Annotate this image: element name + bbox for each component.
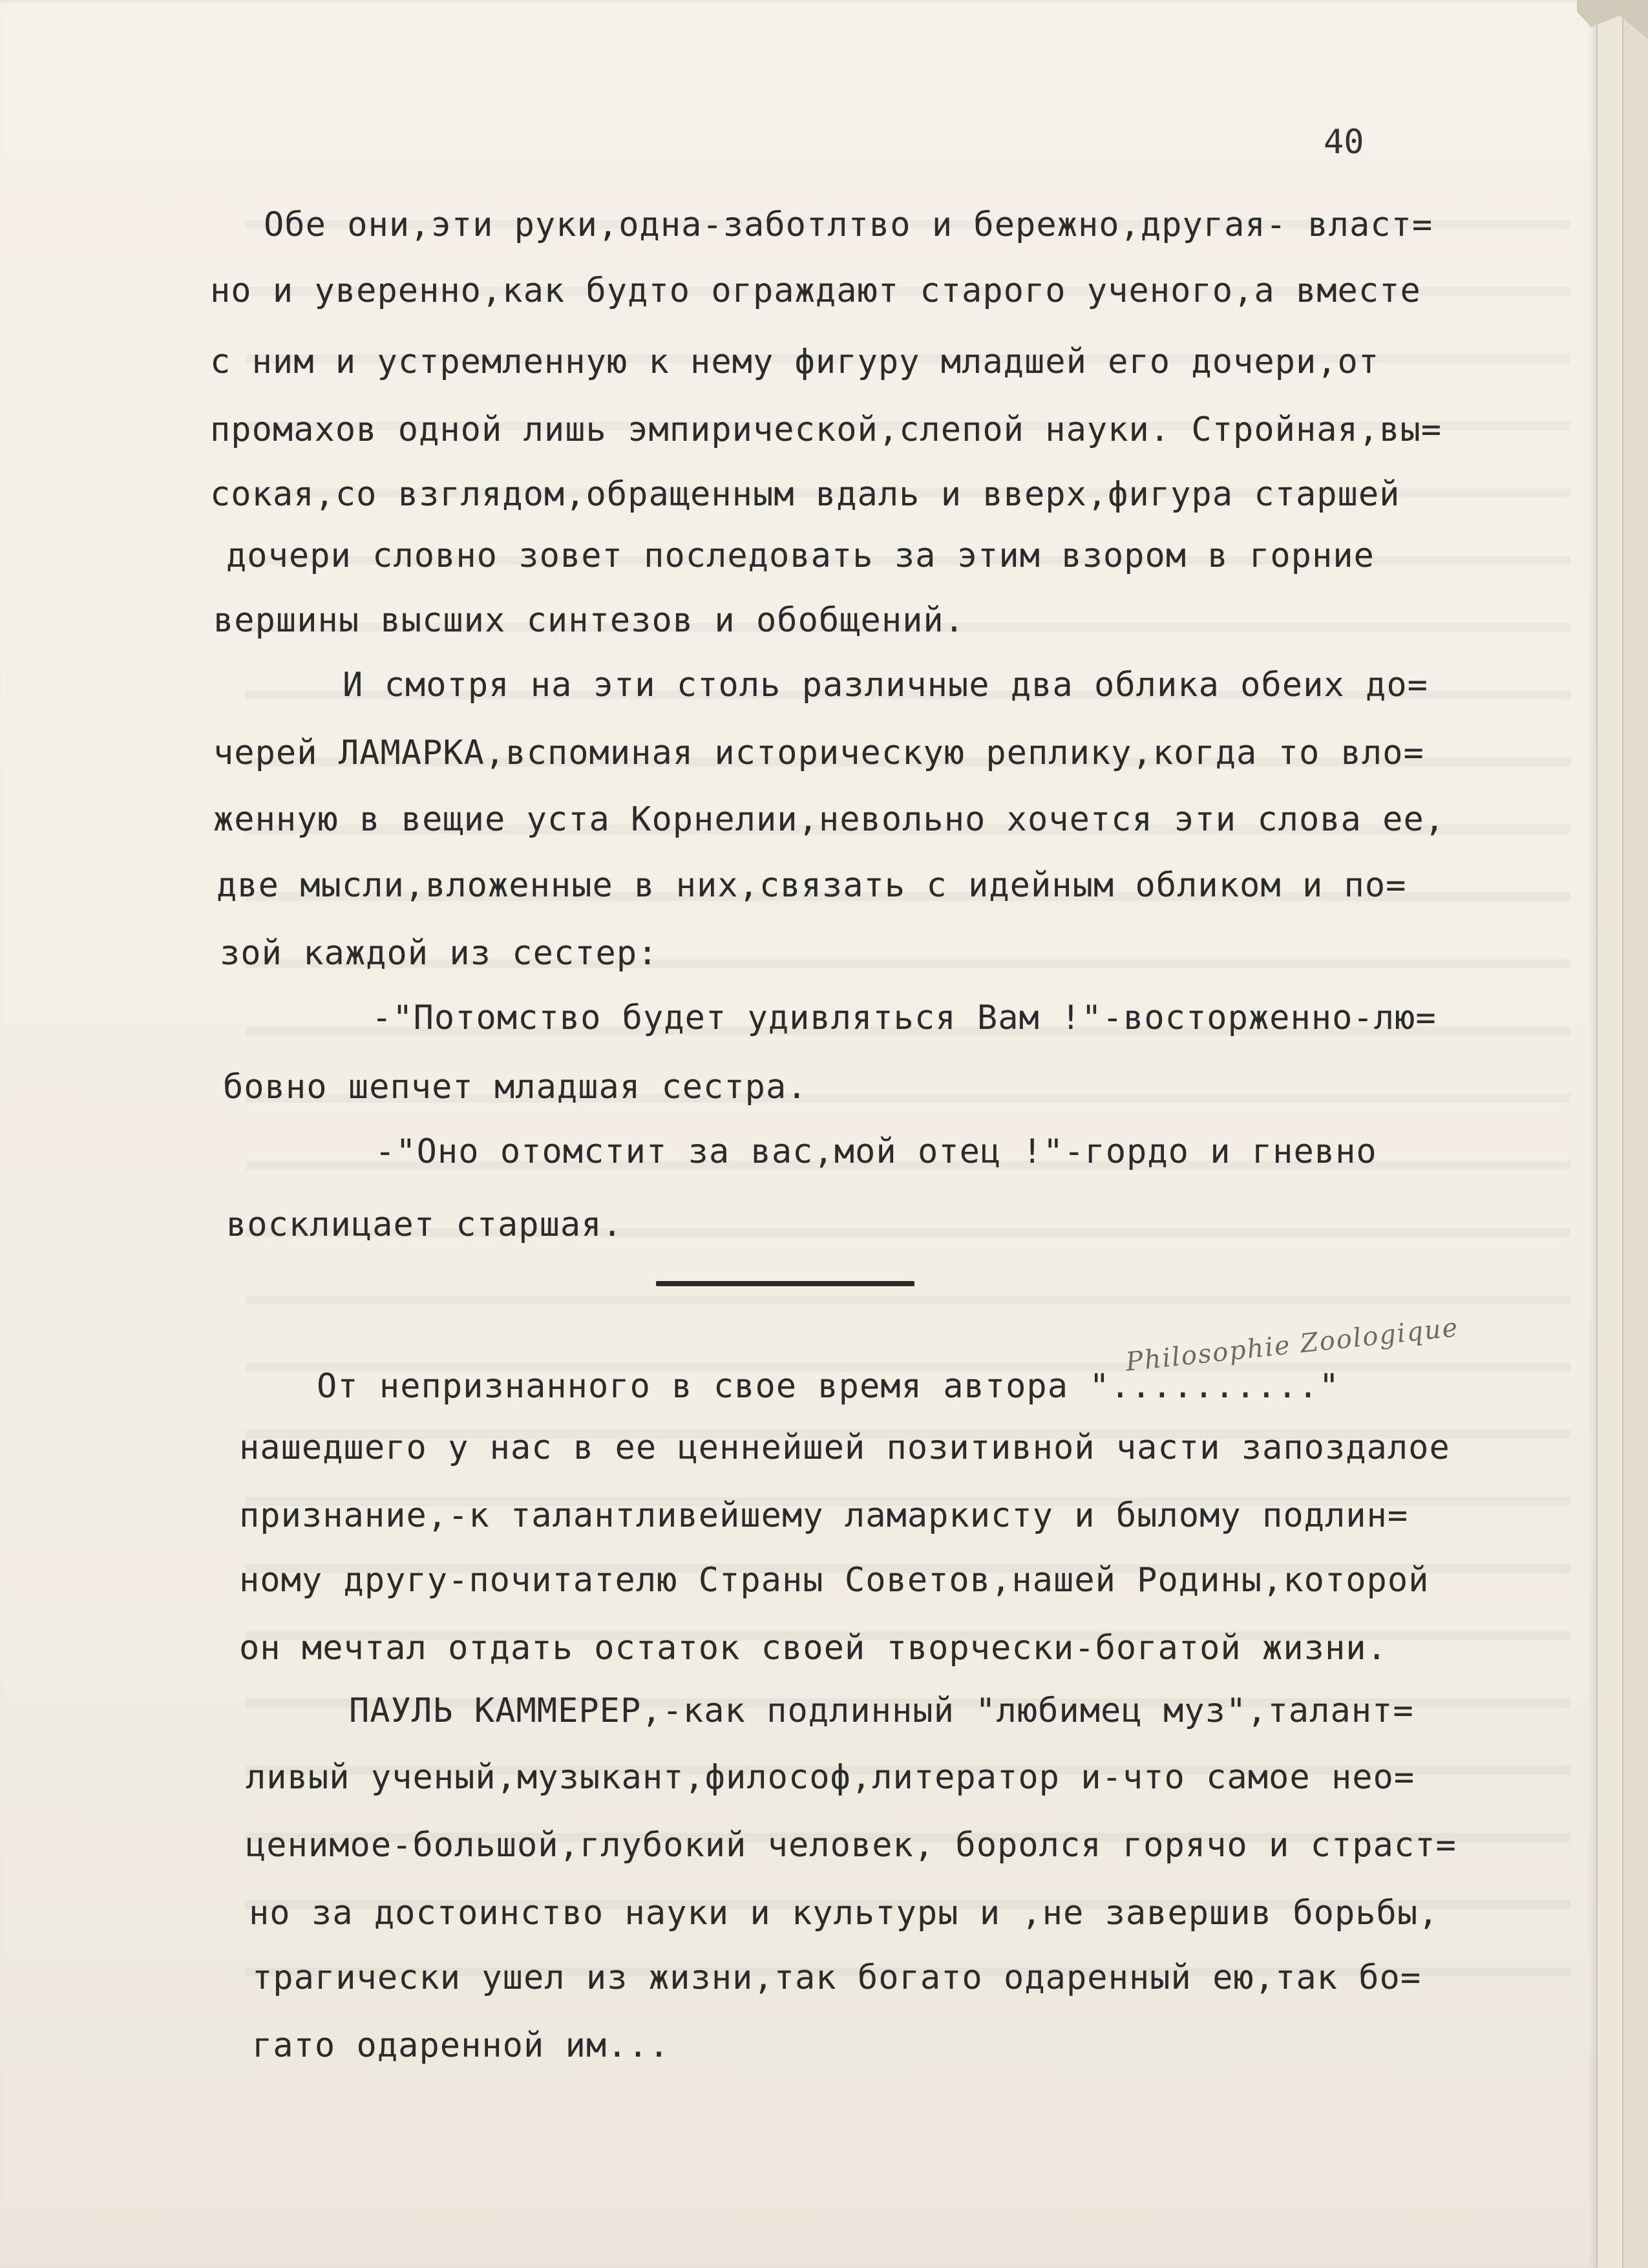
text-line: но за достоинство науки и культуры и ,не завершив борьбы, <box>249 1894 1439 1933</box>
handwritten-annotation: Philosophie Zoologique <box>1124 1313 1461 1377</box>
text-line: сокая,со взглядом,обращенным вдаль и вверх,фигура старшей <box>210 475 1400 514</box>
text-line: ПАУЛЬ КАММЕРЕР,-как подлинный "любимец муз",талант= <box>349 1691 1414 1730</box>
text-line: он мечтал отдать остаток своей творчески-богатой жизни. <box>239 1629 1388 1668</box>
text-line: нашедшего у нас в ее ценнейшей позитивной части запоздалое <box>239 1428 1450 1467</box>
page-number: 40 <box>1324 123 1364 162</box>
text-line: восклицает старшая. <box>226 1205 623 1244</box>
text-line: бовно шепчет младшая сестра. <box>223 1068 808 1107</box>
text-line: ливый ученый,музыкант,философ,литератор и-что самое нео= <box>246 1758 1415 1797</box>
underlying-sheet-edge <box>1622 0 1648 2268</box>
text-line: Обе они,эти руки,одна-заботлтво и бережно,другая- власт= <box>264 206 1433 244</box>
text-line: вершины высших синтезов и обобщений. <box>213 601 966 640</box>
section-divider <box>656 1281 914 1286</box>
text-line: От непризнанного в свое время автора ".........." <box>317 1367 1340 1406</box>
text-line: -"Оно отомстит за вас,мой отец !"-гордо и гневно <box>375 1132 1377 1171</box>
text-line: -"Потомство будет удивляться Вам !"-восторженно-лю= <box>372 999 1437 1037</box>
text-line: ценимое-большой,глубокий человек, боролся горячо и страст= <box>246 1826 1457 1865</box>
text-line: с ним и устремленную к нему фигуру младшей его дочери,от <box>210 343 1380 381</box>
text-line: дочери словно зовет последовать за этим взором в горние <box>226 536 1375 575</box>
text-line: две мысли,вложенные в них,связать с идейным обликом и по= <box>217 866 1407 905</box>
underlying-sheet-edge <box>1596 0 1623 2268</box>
text-line: женную в вещие уста Корнелии,невольно хочется эти слова ее, <box>213 800 1446 839</box>
text-line: но и уверенно,как будто ограждают старого ученого,а вместе <box>210 271 1421 310</box>
text-line: промахов одной лишь эмпирической,слепой науки. Стройная,вы= <box>210 410 1442 449</box>
text-line: признание,-к талантливейшему ламаркисту и былому подлин= <box>239 1496 1409 1535</box>
text-line: зой каждой из сестер: <box>220 934 659 973</box>
text-line: черей ЛАМАРКА,вспоминая историческую реплику,когда то вло= <box>213 734 1424 772</box>
text-line: И смотря на эти столь различные два облика обеих до= <box>343 666 1428 705</box>
text-line: ному другу-почитателю Страны Советов,нашей Родины,которой <box>239 1561 1430 1600</box>
text-line: трагически ушел из жизни,так богато одаренный ею,так бо= <box>252 1958 1422 1997</box>
text-line: гато одаренной им... <box>252 2026 670 2065</box>
